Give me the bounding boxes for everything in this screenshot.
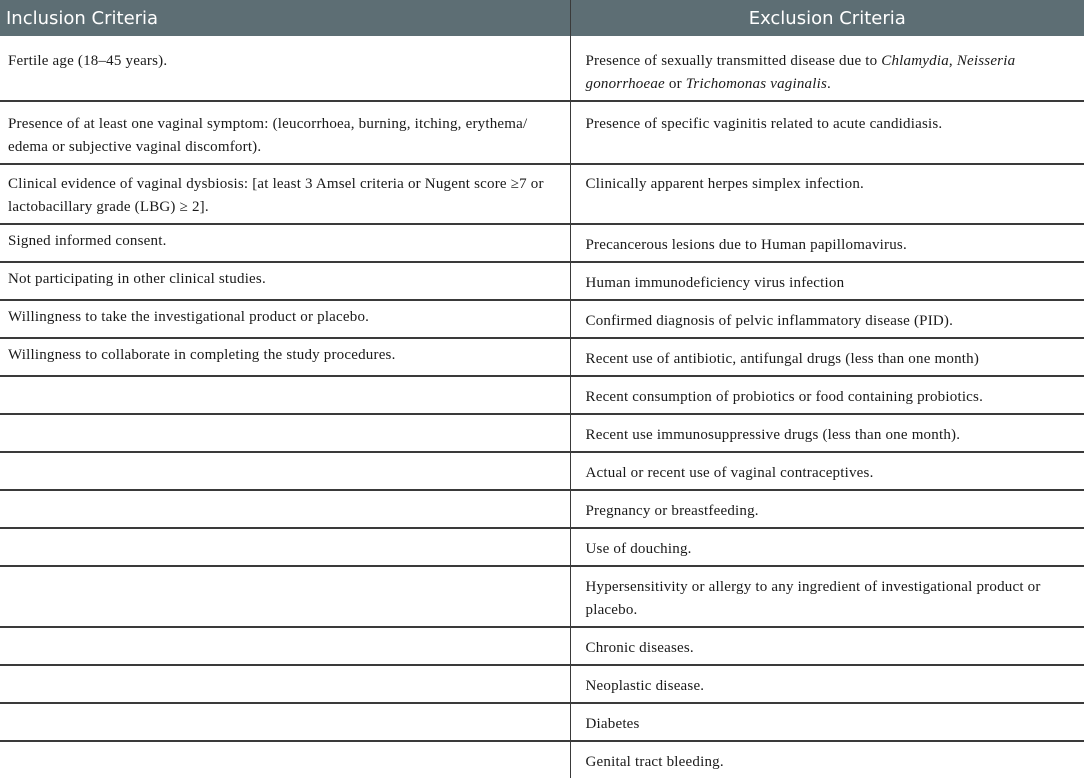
exclusion-header: Exclusion Criteria	[570, 0, 1084, 36]
exclusion-cell: Pregnancy or breastfeeding.	[570, 490, 1084, 528]
table-row	[0, 490, 1084, 528]
table-row	[0, 414, 1084, 452]
inclusion-cell	[0, 414, 570, 452]
table-row	[0, 224, 1084, 262]
exclusion-cell: Actual or recent use of vaginal contraceptives.	[570, 452, 1084, 490]
exclusion-italic: Trichomonas vaginalis	[685, 76, 828, 92]
exclusion-cell: Hypersensitivity or allergy to any ingredient of investigational product or placebo.	[570, 566, 1084, 627]
inclusion-header: Inclusion Criteria	[0, 0, 570, 36]
table-row	[0, 566, 1084, 627]
inclusion-cell: Clinical evidence of vaginal dysbiosis: [at least 3 Amsel criteria or Nugent score ≥7 or lactobacillary grade (LBG) ≥ 2].	[0, 164, 570, 224]
exclusion-cell: Precancerous lesions due to Human papillomavirus.	[570, 224, 1084, 262]
exclusion-cell: Recent use immunosuppressive drugs (less than one month).	[570, 414, 1084, 452]
inclusion-cell	[0, 741, 570, 778]
exclusion-text: ,	[948, 53, 957, 69]
table-row	[0, 452, 1084, 490]
exclusion-cell: Diabetes	[570, 703, 1084, 741]
exclusion-cell: Genital tract bleeding.	[585, 754, 724, 770]
exclusion-text: .	[827, 76, 831, 92]
inclusion-cell	[0, 627, 570, 665]
inclusion-cell	[0, 452, 570, 490]
inclusion-cell: Fertile age (18–45 years).	[0, 36, 570, 101]
inclusion-cell	[0, 528, 570, 566]
table-row	[0, 101, 1084, 164]
exclusion-cell: Recent consumption of probiotics or food containing probiotics.	[570, 376, 1084, 414]
exclusion-italic: Neisseria gonorrhoeae	[585, 53, 1016, 92]
inclusion-cell: Not participating in other clinical studies.	[0, 262, 570, 300]
exclusion-cell: Chronic diseases.	[570, 627, 1084, 665]
exclusion-italic: Chlamydia	[881, 53, 949, 69]
table-row	[0, 528, 1084, 566]
inclusion-cell: Presence of at least one vaginal symptom: (leucorrhoea, burning, itching, erythema/ edema or subjective vaginal discomfort).	[0, 101, 570, 164]
inclusion-cell	[0, 566, 570, 627]
exclusion-cell	[570, 36, 1084, 101]
exclusion-cell: Recent use of antibiotic, antifungal drugs (less than one month)	[570, 338, 1084, 376]
table-body	[0, 36, 1084, 778]
table-row	[0, 376, 1084, 414]
exclusion-cell: Presence of specific vaginitis related to acute candidiasis.	[570, 101, 1084, 164]
exclusion-text: Presence of sexually transmitted disease due to	[585, 53, 882, 69]
table-row	[0, 36, 1084, 101]
table-header	[0, 0, 1084, 36]
exclusion-cell: Clinically apparent herpes simplex infection.	[570, 164, 1084, 224]
table-row	[0, 741, 1084, 778]
inclusion-cell	[0, 490, 570, 528]
inclusion-cell	[0, 665, 570, 703]
table-row	[0, 627, 1084, 665]
table-row	[0, 703, 1084, 741]
inclusion-cell	[0, 376, 570, 414]
inclusion-cell: Willingness to collaborate in completing the study procedures.	[0, 338, 570, 376]
inclusion-cell: Willingness to take the investigational product or placebo.	[0, 300, 570, 338]
table-row	[0, 164, 1084, 224]
inclusion-cell: Signed informed consent.	[0, 224, 570, 262]
inclusion-cell	[0, 703, 570, 741]
exclusion-cell: Confirmed diagnosis of pelvic inflammatory disease (PID).	[570, 300, 1084, 338]
table-row	[0, 665, 1084, 703]
table-row	[0, 262, 1084, 300]
exclusion-cell: Neoplastic disease.	[570, 665, 1084, 703]
exclusion-cell: Human immunodeficiency virus infection	[570, 262, 1084, 300]
table-row	[0, 300, 1084, 338]
table-row	[0, 338, 1084, 376]
exclusion-cell: Use of douching.	[570, 528, 1084, 566]
exclusion-text: or	[664, 76, 686, 92]
